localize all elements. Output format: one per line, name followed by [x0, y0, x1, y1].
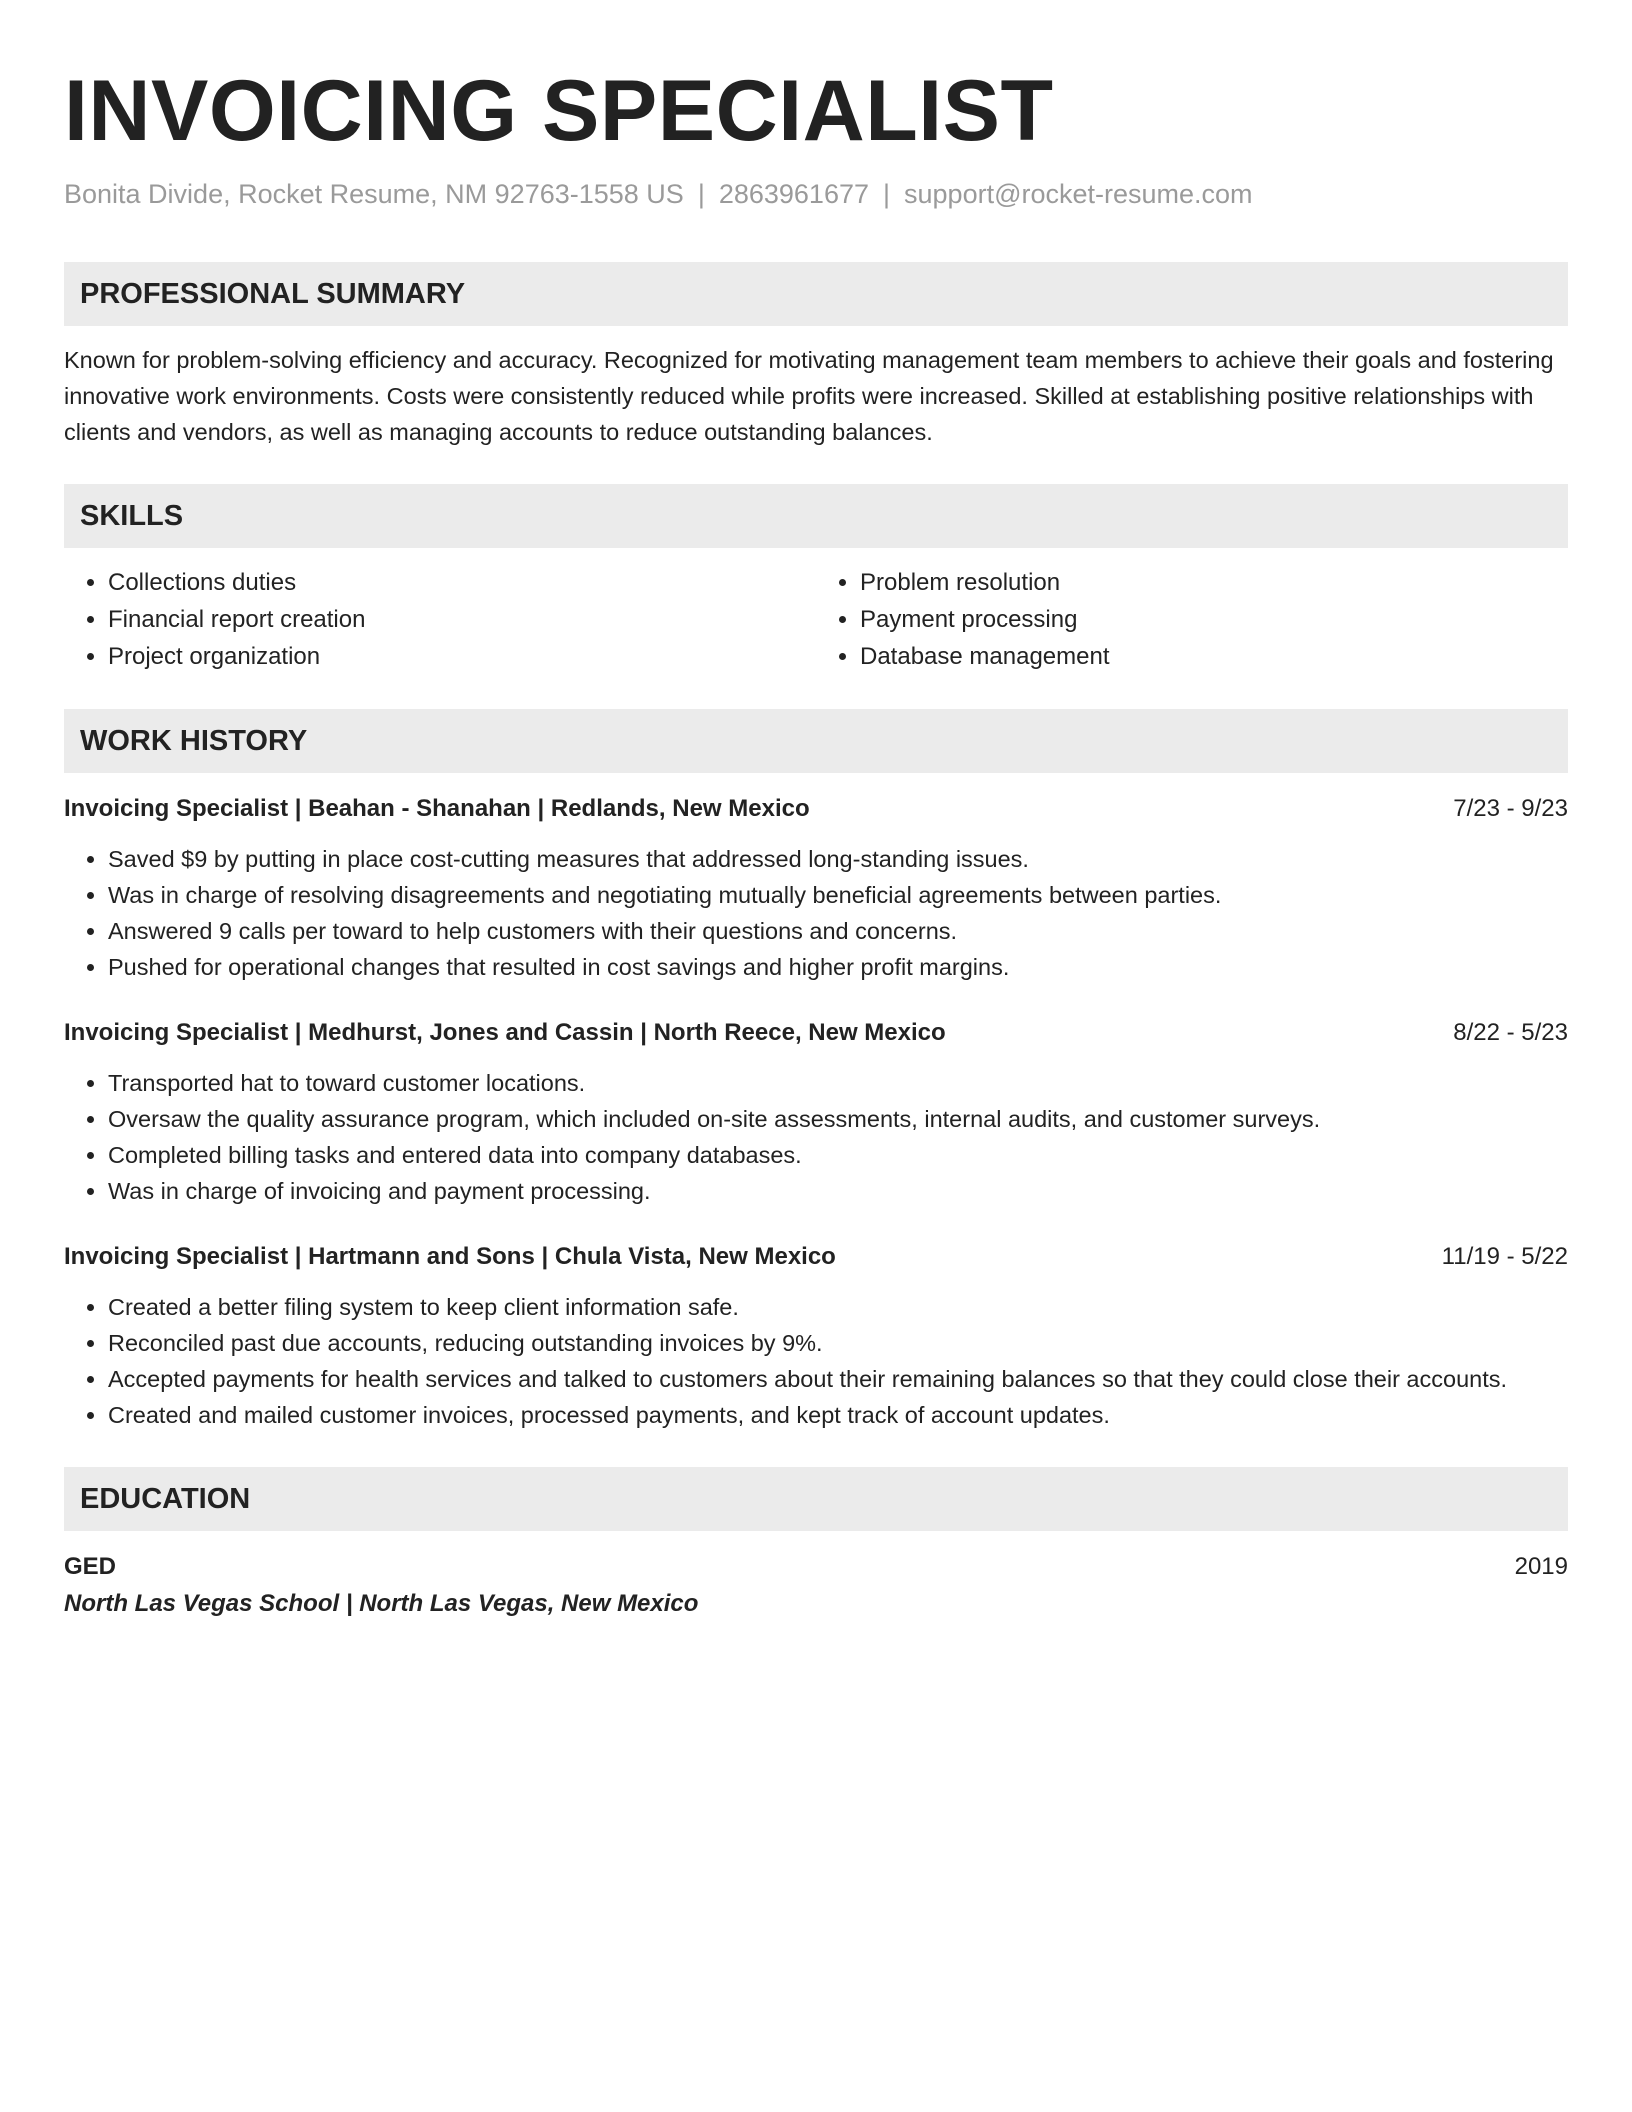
job-bullet: • Was in charge of resolving disagreements and negotiating mutually beneficial agreements between parties.: [108, 877, 1568, 913]
job-bullets: [64, 841, 1568, 985]
contact-email: support@rocket-resume.com: [904, 179, 1253, 209]
skill-item: • Project organization: [108, 638, 816, 675]
education-header: [64, 1549, 1568, 1585]
job-bullets: [64, 1289, 1568, 1433]
job-bullet: • Reconciled past due accounts, reducing outstanding invoices by 9%.: [108, 1325, 1568, 1361]
education-school: North Las Vegas School | North Las Vegas, New Mexico: [64, 1590, 699, 1618]
job-dates: 8/22 - 5/23: [1453, 1019, 1568, 1047]
job-bullet: • Answered 9 calls per toward to help customers with their questions and concerns.: [108, 913, 1568, 949]
skill-item: • Database management: [860, 638, 1568, 675]
job-bullet: • Pushed for operational changes that resulted in cost savings and higher profit margins.: [108, 949, 1568, 985]
skills-heading: SKILLS: [64, 484, 1568, 548]
job-bullets: [64, 1065, 1568, 1209]
contact-phone: 2863961677: [718, 179, 869, 209]
education-degree: GED: [64, 1553, 117, 1581]
skill-item: • Payment processing: [860, 601, 1568, 638]
education-heading: EDUCATION: [64, 1467, 1568, 1531]
skills-list: [64, 564, 1568, 675]
education-entry: [64, 1549, 1568, 1623]
contact-separator: |: [697, 179, 705, 209]
skill-item: • Financial report creation: [108, 601, 816, 638]
summary-heading: PROFESSIONAL SUMMARY: [64, 262, 1568, 326]
job-bullet: • Was in charge of invoicing and payment processing.: [108, 1173, 1568, 1209]
job-bullet: • Completed billing tasks and entered data into company databases.: [108, 1137, 1568, 1173]
summary-text: Known for problem-solving efficiency and accuracy. Recognized for motivating management team members to achieve their goals and fostering innovative work environments. Costs were consistently reduced while profits were increased. Skilled at establishing positive relationships with clients and vendors, as well as managing accounts to reduce outstanding balances.: [64, 347, 1554, 446]
job-bullet: • Oversaw the quality assurance program, which included on-site assessments, internal audits, and customer surveys.: [108, 1101, 1568, 1137]
job-entry: [64, 1015, 1568, 1209]
skills-column-left: [64, 564, 816, 675]
job-dates: 11/19 - 5/22: [1441, 1243, 1568, 1271]
job-header: [64, 1015, 1568, 1051]
skills-column-right: [816, 564, 1568, 675]
job-header: [64, 1239, 1568, 1275]
job-header: [64, 791, 1568, 827]
education-year: 2019: [1514, 1553, 1568, 1581]
job-entry: [64, 791, 1568, 985]
job-bullet: • Created a better filing system to keep client information safe.: [108, 1289, 1568, 1325]
job-bullet: • Transported hat to toward customer locations.: [108, 1065, 1568, 1101]
contact-separator: |: [883, 179, 891, 209]
job-bullet: • Created and mailed customer invoices, processed payments, and kept track of account updates.: [108, 1397, 1568, 1433]
job-title: Invoicing Specialist | Hartmann and Sons | Chula Vista, New Mexico: [64, 1243, 836, 1271]
contact-line: [64, 178, 1568, 210]
skill-item: • Problem resolution: [860, 564, 1568, 601]
job-title: Invoicing Specialist | Beahan - Shanahan | Redlands, New Mexico: [64, 795, 810, 823]
job-bullet: • Saved $9 by putting in place cost-cutting measures that addressed long-standing issues.: [108, 841, 1568, 877]
work-history-heading: WORK HISTORY: [64, 709, 1568, 773]
job-dates: 7/23 - 9/23: [1453, 795, 1568, 823]
job-title: Invoicing Specialist | Medhurst, Jones and Cassin | North Reece, New Mexico: [64, 1019, 946, 1047]
job-bullet: • Accepted payments for health services and talked to customers about their remaining balances so that they could close their accounts.: [108, 1361, 1568, 1397]
skill-item: • Collections duties: [108, 564, 816, 601]
job-entry: [64, 1239, 1568, 1433]
contact-address: Bonita Divide, Rocket Resume, NM 92763-1558 US: [64, 179, 684, 209]
resume-title: INVOICING SPECIALIST: [64, 63, 1054, 159]
